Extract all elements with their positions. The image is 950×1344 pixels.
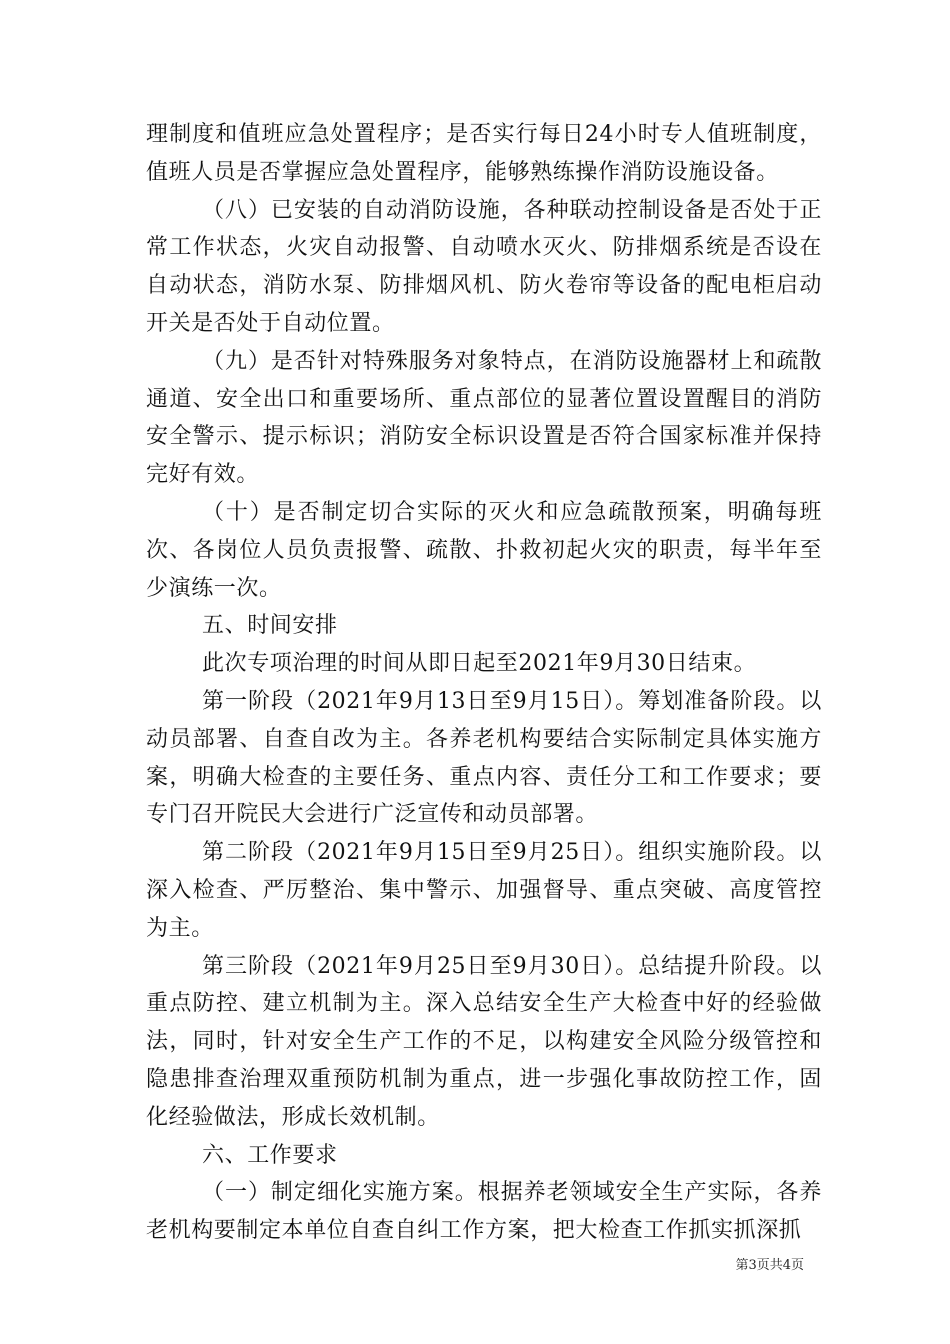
paragraph: （一）制定细化实施方案。根据养老领域安全生产实际，各养老机构要制定本单位自查自纠工作方案，把大检查工作抓实抓深抓 [146, 1180, 822, 1244]
section-heading: 六、工作要求 [202, 1142, 338, 1168]
page-number: 第3页共4页 [735, 1258, 804, 1273]
document-body [146, 116, 822, 1250]
paragraph: 第三阶段（2021年9月25日至9月30日）。总结提升阶段。以重点防控、建立机制为主。深入总结安全生产大检查中好的经验做法，同时，针对安全生产工作的不足，以构建安全风险分级管控和隐患排查治理双重预防机制为重点，进一步强化事故防控工作，固化经验做法，形成长效机制。 [146, 953, 822, 1130]
paragraph: 第一阶段（2021年9月13日至9月15日）。筹划准备阶段。以动员部署、自查自改为主。各养老机构要结合实际制定具体实施方案，明确大检查的主要任务、重点内容、责任分工和工作要求；要专门召开院民大会进行广泛宣传和动员部署。 [146, 688, 822, 828]
paragraph: 理制度和值班应急处置程序；是否实行每日24小时专人值班制度，值班人员是否掌握应急处置程序，能够熟练操作消防设施设备。 [146, 122, 822, 185]
paragraph: 第二阶段（2021年9月15日至9月25日）。组织实施阶段。以深入检查、严厉整治、集中警示、加强督导、重点突破、高度管控为主。 [146, 840, 822, 941]
paragraph: 此次专项治理的时间从即日起至2021年9月30日结束。 [202, 651, 757, 677]
paragraph: （十）是否制定切合实际的灭火和应急疏散预案，明确每班次、各岗位人员负责报警、疏散、扑救初起火灾的职责，每半年至少演练一次。 [146, 499, 822, 601]
paragraph: （九）是否针对特殊服务对象特点，在消防设施器材上和疏散通道、安全出口和重要场所、重点部位的显著位置设置醒目的消防安全警示、提示标识；消防安全标识设置是否符合国家标准并保持完好有效。 [146, 348, 822, 488]
paragraph: （八）已安装的自动消防设施，各种联动控制设备是否处于正常工作状态，火灾自动报警、自动喷水灭火、防排烟系统是否设在自动状态，消防水泵、防排烟风机、防火卷帘等设备的配电柜启动开关是否处于自动位置。 [146, 197, 822, 336]
section-heading: 五、时间安排 [202, 613, 338, 639]
